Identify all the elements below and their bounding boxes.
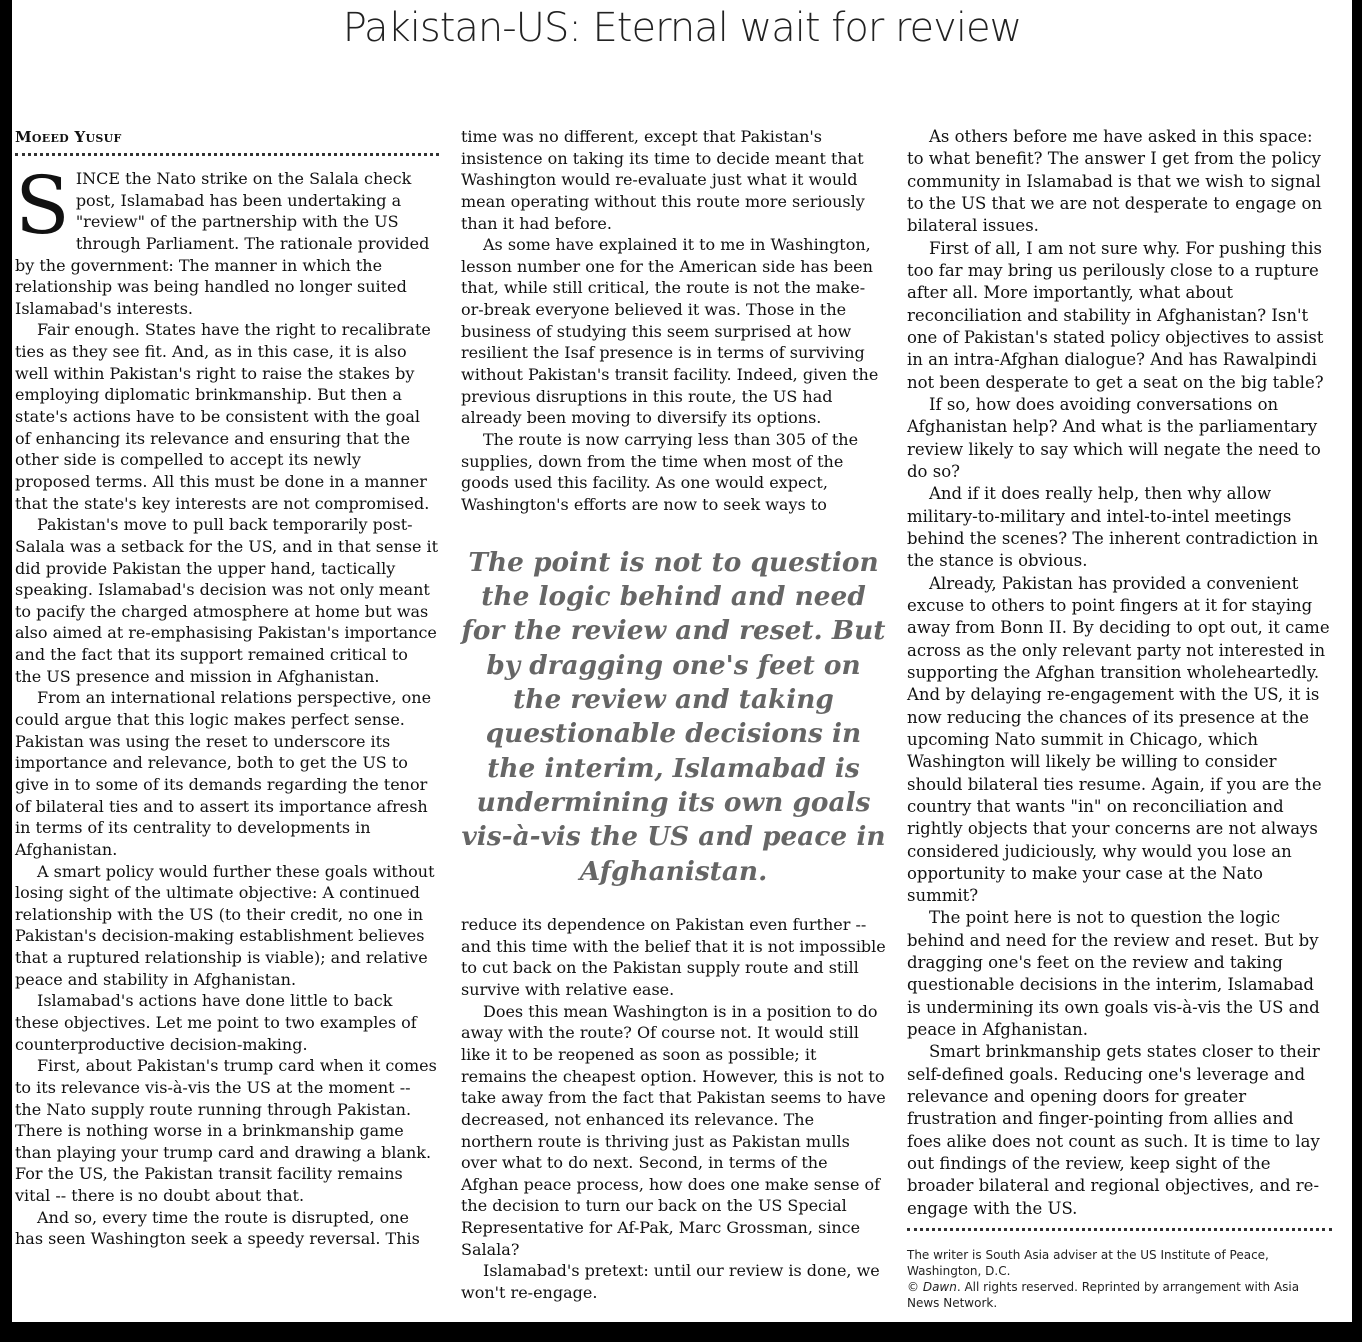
pull-quote: The point is not to question the logic behind and need for the review and reset. But by dragging one's feet on the review and taking questionable decisions in the interim, Islamabad is undermining its own goals vis-à-vis the US and peace in Afghanistan. xyxy=(461,546,886,887)
paragraph: And so, every time the route is disrupted, one has seen Washington seek a speedy reversal. This xyxy=(15,1207,420,1249)
paragraph: Smart brinkmanship gets states closer to their self-defined goals. Reducing one's leverage and relevance and opening doors for greater frustration and finger-pointing from allies and foes alike does not count as such. It is time to lay out findings of the review, keep sight of the broader bilateral and regional objectives, and re-engage with the US. xyxy=(907,1042,1320,1218)
author-note xyxy=(907,1247,1332,1311)
column-1 xyxy=(15,126,439,1250)
paragraph-continued: reduce its dependence on Pakistan even further -- and this time with the belief that it is not impossible to cut back on the Pakistan supply route and still survive with relative ease. xyxy=(461,915,886,1000)
paragraph: And if it does really help, then why allow military-to-military and intel-to-intel meetings behind the scenes? The inherent contradiction in the stance is obvious. xyxy=(907,484,1319,571)
column-2 xyxy=(461,126,886,1304)
paragraph: Does this mean Washington is in a position to do away with the route? Of course not. It would still like it to be reopened as soon as possible; it remains the cheapest option. However, this is not to take away from the fact that Pakistan seems to have decreased, not enhanced its relevance. The northern route is thriving just as Pakistan mulls over what to do next. Second, in terms of the Afghan peace process, how does one make sense of the decision to turn our back on the US Special Representative for Af-Pak, Marc Grossman, since Salala? xyxy=(461,1001,886,1259)
source-name: Dawn xyxy=(922,1280,957,1295)
newspaper-page xyxy=(12,0,1352,1322)
paragraph: Islamabad's pretext: until our review is done, we won't re-engage. xyxy=(461,1261,880,1303)
column-3 xyxy=(907,126,1332,1311)
headline: Pakistan-US: Eternal wait for review xyxy=(342,5,1022,51)
paragraph: First, about Pakistan's trump card when it comes to its relevance vis-à-vis the US at the moment -- the Nato supply route running through Pakistan. There is nothing worse in a brinkmanship game than playing your trump card and drawing a blank. For the US, the Pakistan transit facility remains vital -- there is no doubt about that. xyxy=(15,1056,437,1206)
writer-note: The writer is South Asia adviser at the US Institute of Peace, Washington, D.C. xyxy=(907,1248,1269,1279)
byline-divider xyxy=(15,153,439,156)
byline: Moeed Yusuf xyxy=(15,128,122,146)
paragraph: From an international relations perspective, one could argue that this logic makes perfect sense. Pakistan was using the reset to underscore its importance and relevance, both to get the US to give in to some of its demands regarding the tenor of bilateral ties and to assert its importance afresh in terms of its centrality to developments in Afghanistan. xyxy=(15,688,432,859)
paragraph: A smart policy would further these goals without losing sight of the ultimate objective: A continued relationship with the US (to their credit, no one in Pakistan's decision-making establishment believes that a ruptured relationship is viable); and relative peace and stability in Afghanistan. xyxy=(15,861,435,989)
paragraph: Already, Pakistan has provided a convenient excuse to others to point fingers at it for staying away from Bonn II. By deciding to opt out, it came across as the only relevant party not interested in supporting the Afghan transition wholeheartedly. And by delaying re-engagement with the US, it is now reducing the chances of its presence at the upcoming Nato summit in Chicago, which Washington will likely be willing to consider should bilateral ties resume. Again, if you are the country that wants "in" on reconciliation and rightly objects that your concerns are not always considered judiciously, why would you lose an opportunity to make your case at the Nato summit? xyxy=(907,573,1330,906)
paragraph: If so, how does avoiding conversations on Afghanistan help? And what is the parliamentary review likely to say which will negate the need to do so? xyxy=(907,394,1321,481)
paragraph: Pakistan's move to pull back temporarily post-Salala was a setback for the US, and in that sense it did provide Pakistan the upper hand, tactically speaking. Islamabad's decision was not only meant to pacify the charged atmosphere at home but was also aimed at re-emphasising Pakistan's importance and the fact that its support remained critical to the US presence and mission in Afghanistan. xyxy=(15,515,439,686)
copyright-note xyxy=(907,1279,1332,1311)
drop-cap: S xyxy=(15,159,70,252)
paragraph: The route is now carrying less than 305 of the supplies, down from the time when most of the goods used this facility. As one would expect, Washington's efforts are now to seek ways to xyxy=(461,429,859,514)
paragraph: First of all, I am not sure why. For pushing this too far may bring us perilously close to a rupture after all. More importantly, what about reconciliation and stability in Afghanistan? Isn't one of Pakistan's stated policy objectives to assist in an intra-Afghan dialogue? And has Rawalpindi not been desperate to get a seat on the big table? xyxy=(907,238,1324,392)
paragraph: As others before me have asked in this space: to what benefit? The answer I get from the policy community in Islamabad is that we wish to signal to the US that we are not desperate to engage on bilateral issues. xyxy=(907,127,1323,236)
copyright-text: . All rights reserved. Reprinted by arrangement with Asia News Network. xyxy=(907,1280,1300,1311)
lead-text: INCE the Nato strike on the Salala check post, Islamabad has been undertaking a "review" of the partnership with the US through Parliament. The rationale provided by the government: The manner in which the relationship was being handled no longer suited Islamabad's interests. xyxy=(15,169,430,318)
copyright-symbol: © xyxy=(907,1280,919,1295)
paragraph-continued: time was no different, except that Pakistan's insistence on taking its time to decide meant that Washington would re-evaluate just what it would mean operating without this route more seriously than it had before. xyxy=(461,127,865,233)
footer-divider xyxy=(907,1228,1332,1231)
paragraph: Fair enough. States have the right to recalibrate ties as they see fit. And, as in this case, it is also well within Pakistan's right to raise the stakes by employing diplomatic brinkmanship. But then a state's actions have to be consistent with the goal of enhancing its relevance and ensuring that the other side is compelled to accept its newly proposed terms. All this must be done in a manner that the state's key interests are not compromised. xyxy=(15,320,431,513)
paragraph: The point here is not to question the logic behind and need for the review and reset. But by dragging one's feet on the review and taking questionable decisions in the interim, Islamabad is undermining its own goals vis-à-vis the US and peace in Afghanistan. xyxy=(907,908,1320,1040)
paragraph: Islamabad's actions have done little to back these objectives. Let me point to two examples of counterproductive decision-making. xyxy=(15,991,417,1054)
paragraph: As some have explained it to me in Washington, lesson number one for the American side has been that, while still critical, the route is not the make-or-break everyone believed it was. Those in the business of studying this seem surprised at how resilient the Isaf presence is in terms of surviving without Pakistan's transit facility. Indeed, given the previous disruptions in this route, the US had already been moving to diversify its options. xyxy=(461,235,879,428)
lead-paragraph xyxy=(15,159,439,319)
